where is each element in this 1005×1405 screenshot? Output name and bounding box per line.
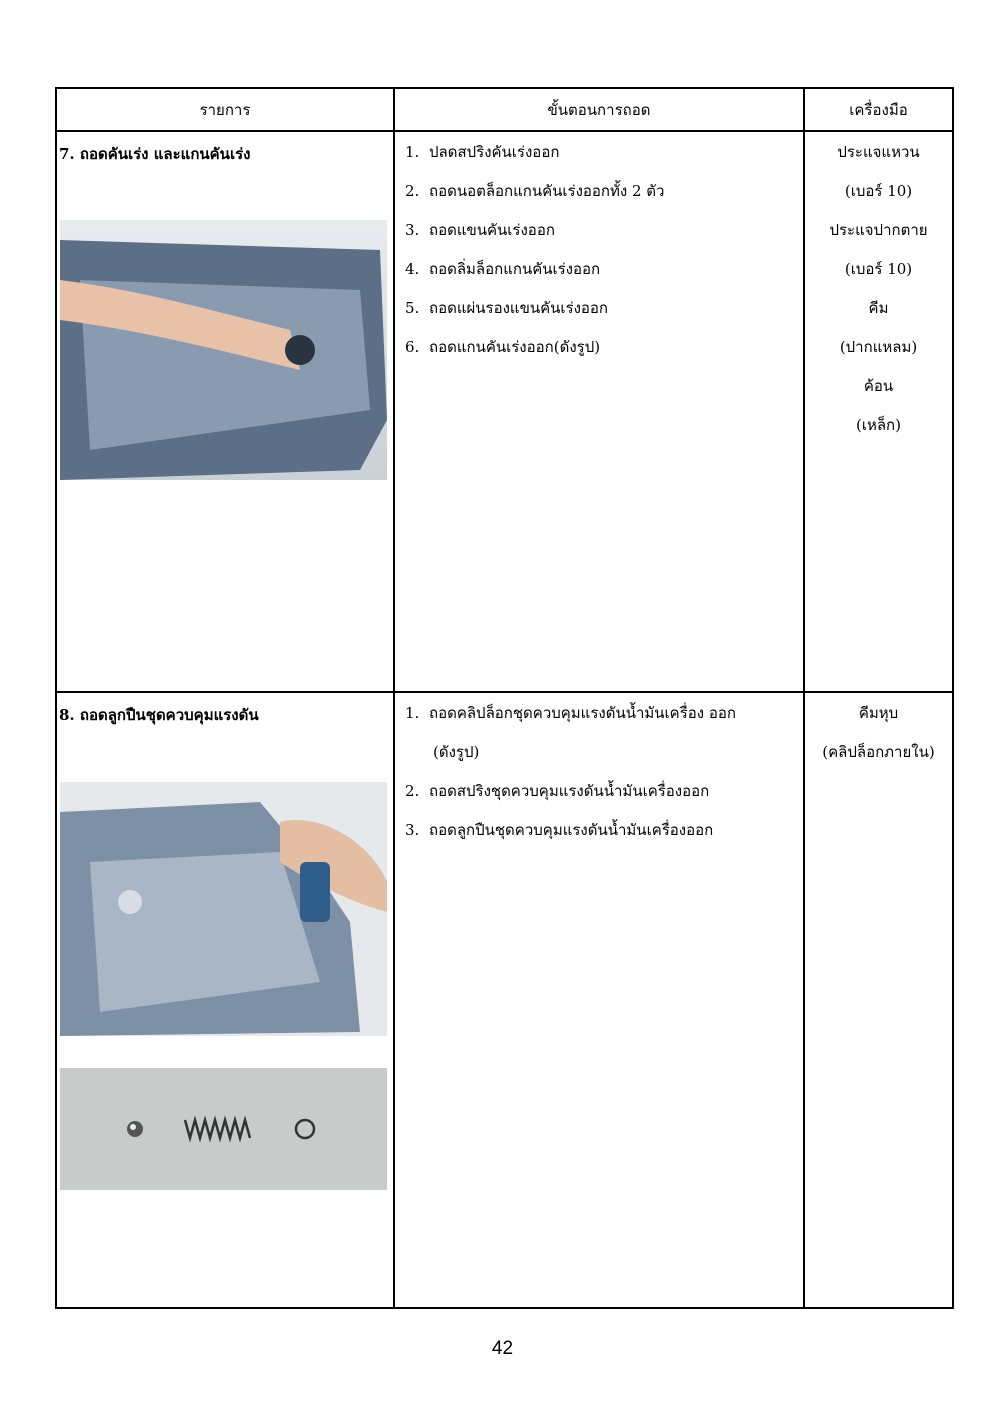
header-row [56,88,953,131]
throttle-removal-photo [60,220,387,480]
tools-list [804,131,953,692]
tool: (เหล็ก) [856,416,901,434]
tools-list [804,692,953,1308]
step: 3. ถอดแขนคันเร่งออก [405,221,555,239]
step: 4. ถอดลิ่มล็อกแกนคันเร่งออก [405,260,601,278]
item-title: 8. ถอดลูกปืนชุดควบคุมแรงดัน [59,706,259,724]
step: (ดังรูป) [433,743,480,761]
tool: ค้อน [863,377,894,395]
step: 2. ถอดสปริงชุดควบคุมแรงดันน้ำมันเครื่องออก [405,782,710,800]
tool: (คลิปล็อกภายใน) [822,743,935,761]
step: 1. ถอดคลิปล็อกชุดควบคุมแรงดันน้ำมันเครื่อง ออก [405,704,736,722]
tool: คีมหุบ [858,704,899,722]
tool: คีม [868,299,889,317]
tool: (เบอร์ 10) [844,260,913,278]
step: 5. ถอดแผ่นรองแขนคันเร่งออก [405,299,609,317]
header-steps: ขั้นตอนการถอด [394,88,804,131]
step: 1. ปลดสปริงคันเร่งออก [405,143,560,161]
tool: ประแจแหวน [837,143,920,161]
step: 6. ถอดแกนคันเร่งออก(ดังรูป) [405,338,601,356]
oil-pressure-clip-photo [60,782,387,1036]
tool: ประแจปากตาย [829,221,928,239]
parts-photo-ball-spring-clip [60,1068,387,1190]
step: 2. ถอดนอตล็อกแกนคันเร่งออกทั้ง 2 ตัว [405,182,665,200]
header-item: รายการ [56,88,394,131]
tool: (ปากแหลม) [839,338,918,356]
tool: (เบอร์ 10) [844,182,913,200]
step: 3. ถอดลูกปืนชุดควบคุมแรงดันน้ำมันเครื่องออก [405,821,714,839]
page-number: 42 [491,1338,514,1359]
item-title: 7. ถอดคันเร่ง และแกนคันเร่ง [59,145,251,163]
header-tools: เครื่องมือ [804,88,953,131]
